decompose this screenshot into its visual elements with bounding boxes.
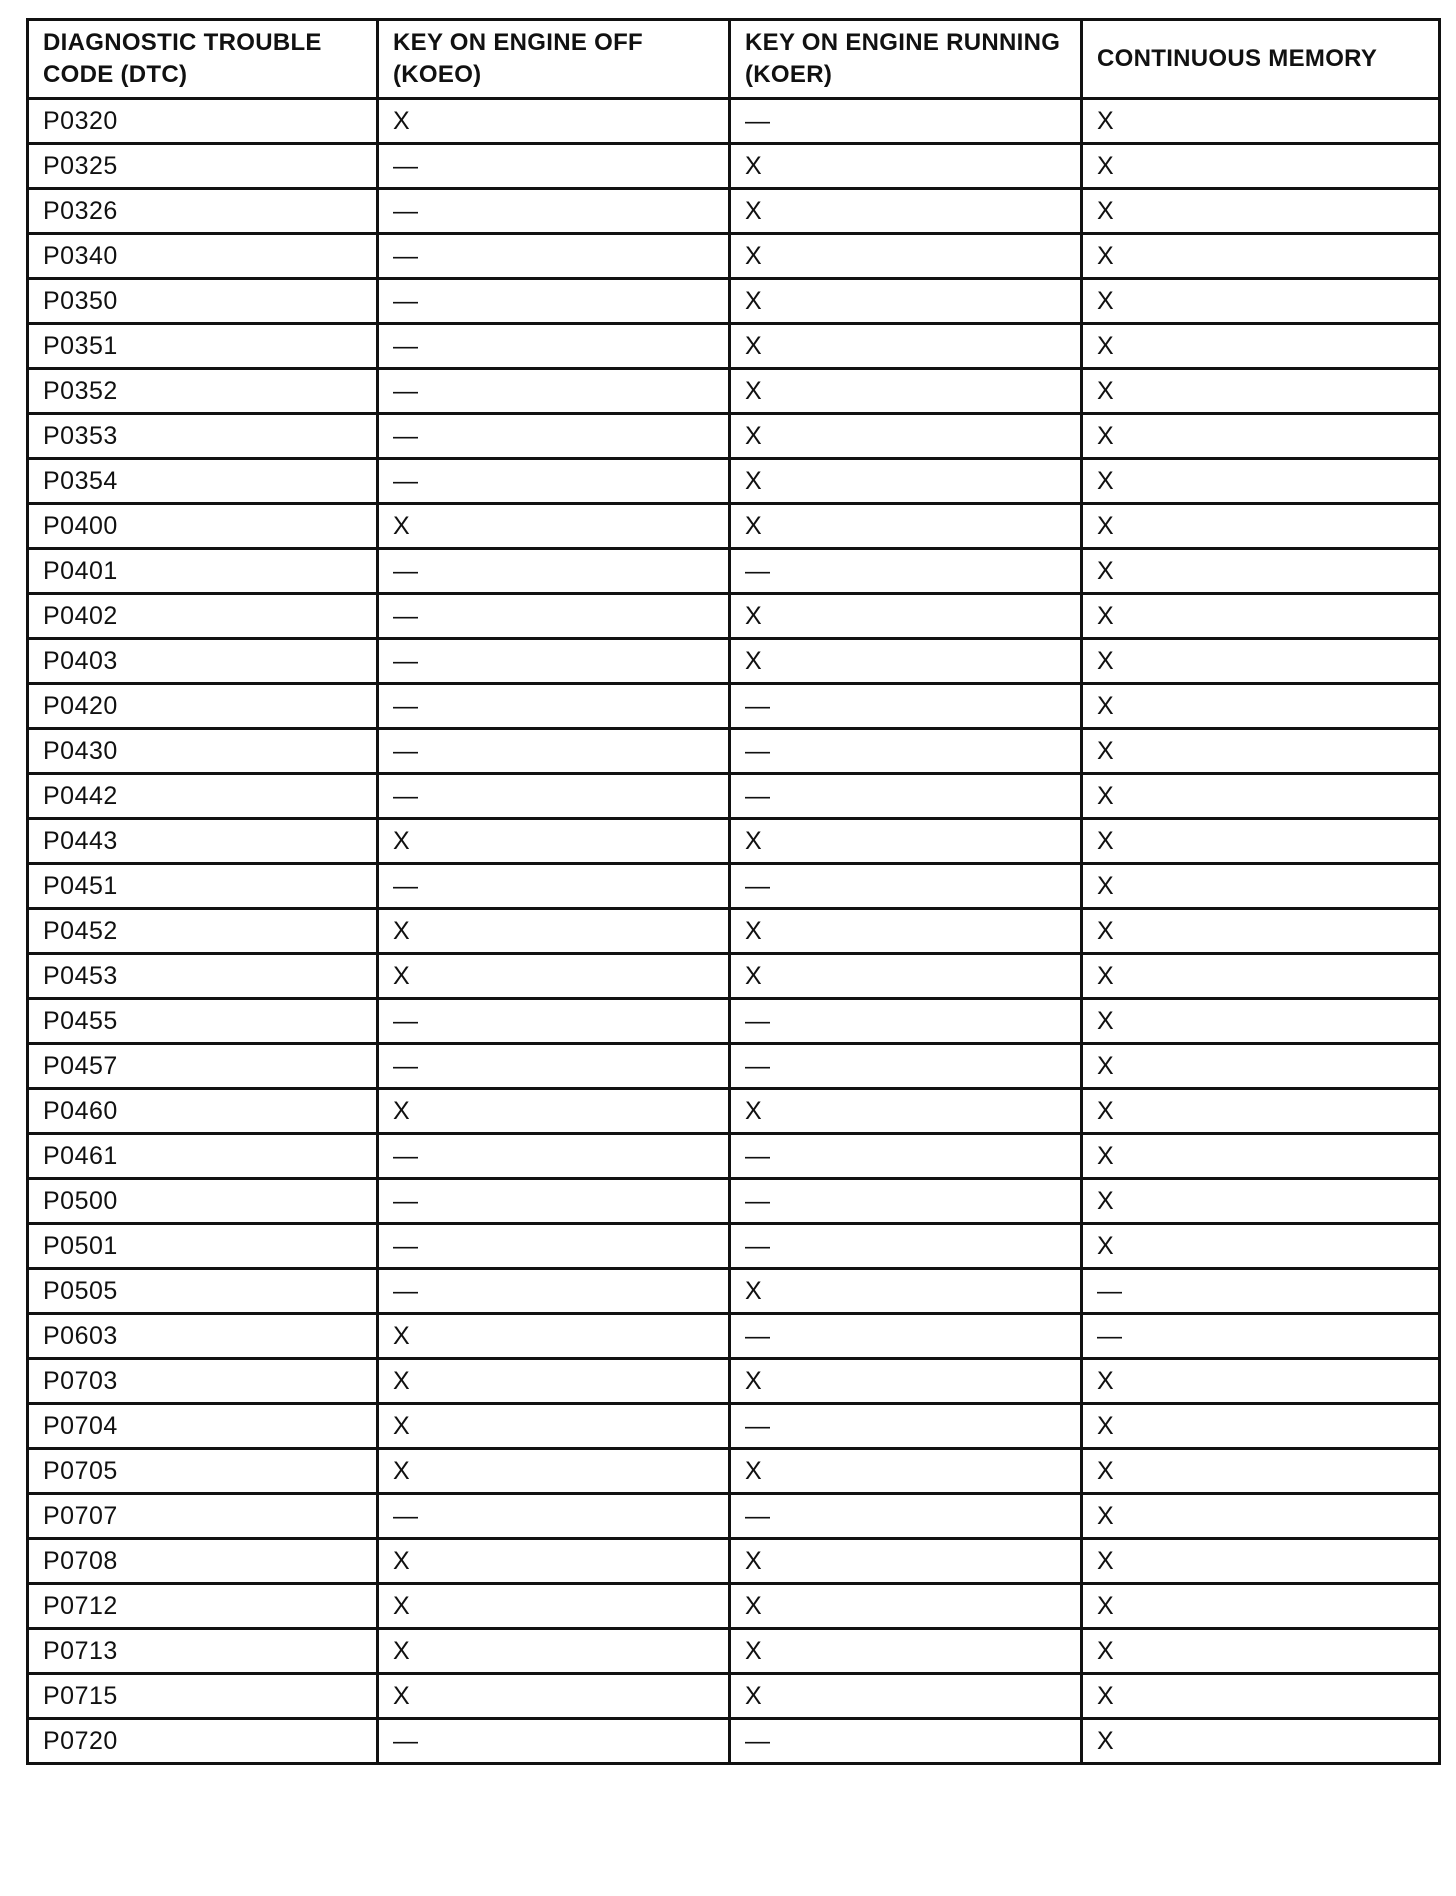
koer-cell: — xyxy=(730,1494,1082,1539)
continuous-memory-cell: X xyxy=(1082,369,1440,414)
continuous-memory-cell: X xyxy=(1082,594,1440,639)
koer-cell: X xyxy=(730,369,1082,414)
dtc-code-cell: P0457 xyxy=(28,1044,378,1089)
dtc-code-cell: P0351 xyxy=(28,324,378,369)
koeo-cell: — xyxy=(378,729,730,774)
koeo-cell: X xyxy=(378,909,730,954)
koer-cell: X xyxy=(730,594,1082,639)
table-row xyxy=(28,909,1440,954)
koer-cell: — xyxy=(730,864,1082,909)
koeo-cell: X xyxy=(378,1584,730,1629)
koer-cell: X xyxy=(730,1359,1082,1404)
continuous-memory-cell: X xyxy=(1082,1179,1440,1224)
table-row xyxy=(28,189,1440,234)
continuous-memory-cell: X xyxy=(1082,1584,1440,1629)
koeo-cell: — xyxy=(378,279,730,324)
table-row xyxy=(28,1629,1440,1674)
table-row xyxy=(28,324,1440,369)
koeo-cell: — xyxy=(378,1494,730,1539)
koer-cell: X xyxy=(730,504,1082,549)
dtc-code-cell: P0705 xyxy=(28,1449,378,1494)
table-row xyxy=(28,639,1440,684)
continuous-memory-cell: X xyxy=(1082,1719,1440,1764)
continuous-memory-cell: X xyxy=(1082,1449,1440,1494)
koer-cell: X xyxy=(730,1674,1082,1719)
koer-cell: — xyxy=(730,99,1082,144)
table-row xyxy=(28,369,1440,414)
koeo-cell: X xyxy=(378,1404,730,1449)
koeo-cell: X xyxy=(378,1314,730,1359)
header-dtc: DIAGNOSTIC TROUBLE CODE (DTC) xyxy=(28,20,378,99)
table-row xyxy=(28,774,1440,819)
continuous-memory-cell: X xyxy=(1082,1044,1440,1089)
dtc-code-cell: P0451 xyxy=(28,864,378,909)
table-row xyxy=(28,1584,1440,1629)
table-row xyxy=(28,864,1440,909)
table-row xyxy=(28,1719,1440,1764)
dtc-code-cell: P0325 xyxy=(28,144,378,189)
koer-cell: — xyxy=(730,1314,1082,1359)
dtc-code-cell: P0420 xyxy=(28,684,378,729)
koeo-cell: — xyxy=(378,1044,730,1089)
koer-cell: X xyxy=(730,819,1082,864)
koeo-cell: — xyxy=(378,369,730,414)
koeo-cell: — xyxy=(378,234,730,279)
koeo-cell: — xyxy=(378,1134,730,1179)
table-row xyxy=(28,1539,1440,1584)
koer-cell: — xyxy=(730,1719,1082,1764)
table-row xyxy=(28,414,1440,459)
koer-cell: X xyxy=(730,324,1082,369)
koeo-cell: X xyxy=(378,1539,730,1584)
dtc-code-cell: P0501 xyxy=(28,1224,378,1269)
koeo-cell: X xyxy=(378,1089,730,1134)
dtc-code-cell: P0715 xyxy=(28,1674,378,1719)
dtc-code-cell: P0720 xyxy=(28,1719,378,1764)
table-row xyxy=(28,594,1440,639)
koer-cell: X xyxy=(730,459,1082,504)
dtc-code-cell: P0500 xyxy=(28,1179,378,1224)
dtc-code-cell: P0354 xyxy=(28,459,378,504)
continuous-memory-cell: X xyxy=(1082,819,1440,864)
koer-cell: X xyxy=(730,279,1082,324)
koer-cell: X xyxy=(730,954,1082,999)
table-row xyxy=(28,549,1440,594)
dtc-table-container xyxy=(26,18,1438,1765)
table-row xyxy=(28,1359,1440,1404)
koer-cell: — xyxy=(730,549,1082,594)
koer-cell: X xyxy=(730,1539,1082,1584)
table-row xyxy=(28,1269,1440,1314)
koeo-cell: — xyxy=(378,594,730,639)
koeo-cell: X xyxy=(378,1359,730,1404)
continuous-memory-cell: X xyxy=(1082,954,1440,999)
dtc-code-cell: P0352 xyxy=(28,369,378,414)
koeo-cell: — xyxy=(378,459,730,504)
koer-cell: X xyxy=(730,909,1082,954)
koer-cell: — xyxy=(730,774,1082,819)
koer-cell: — xyxy=(730,1404,1082,1449)
continuous-memory-cell: X xyxy=(1082,504,1440,549)
koeo-cell: — xyxy=(378,864,730,909)
koer-cell: — xyxy=(730,1134,1082,1179)
continuous-memory-cell: X xyxy=(1082,639,1440,684)
table-row xyxy=(28,1224,1440,1269)
continuous-memory-cell: X xyxy=(1082,1089,1440,1134)
table-row xyxy=(28,99,1440,144)
continuous-memory-cell: X xyxy=(1082,549,1440,594)
koeo-cell: — xyxy=(378,639,730,684)
continuous-memory-cell: X xyxy=(1082,1494,1440,1539)
koeo-cell: — xyxy=(378,999,730,1044)
continuous-memory-cell: X xyxy=(1082,774,1440,819)
koeo-cell: X xyxy=(378,1629,730,1674)
continuous-memory-cell: X xyxy=(1082,99,1440,144)
continuous-memory-cell: X xyxy=(1082,729,1440,774)
koer-cell: — xyxy=(730,684,1082,729)
table-row xyxy=(28,1089,1440,1134)
continuous-memory-cell: X xyxy=(1082,279,1440,324)
continuous-memory-cell: X xyxy=(1082,909,1440,954)
table-row xyxy=(28,144,1440,189)
dtc-code-cell: P0461 xyxy=(28,1134,378,1179)
dtc-code-cell: P0402 xyxy=(28,594,378,639)
koer-cell: X xyxy=(730,1584,1082,1629)
table-row xyxy=(28,1494,1440,1539)
koeo-cell: — xyxy=(378,1719,730,1764)
table-header xyxy=(28,20,1440,99)
table-row xyxy=(28,1179,1440,1224)
dtc-code-cell: P0443 xyxy=(28,819,378,864)
koer-cell: X xyxy=(730,1269,1082,1314)
dtc-code-cell: P0713 xyxy=(28,1629,378,1674)
koer-cell: X xyxy=(730,414,1082,459)
continuous-memory-cell: X xyxy=(1082,1359,1440,1404)
table-row xyxy=(28,279,1440,324)
koeo-cell: X xyxy=(378,1674,730,1719)
dtc-code-cell: P0340 xyxy=(28,234,378,279)
koeo-cell: — xyxy=(378,774,730,819)
header-koer: KEY ON ENGINE RUNNING (KOER) xyxy=(730,20,1082,99)
continuous-memory-cell: X xyxy=(1082,144,1440,189)
dtc-code-cell: P0707 xyxy=(28,1494,378,1539)
koeo-cell: X xyxy=(378,819,730,864)
koer-cell: X xyxy=(730,1449,1082,1494)
dtc-code-cell: P0704 xyxy=(28,1404,378,1449)
header-row xyxy=(28,20,1440,99)
koer-cell: — xyxy=(730,1224,1082,1269)
dtc-code-cell: P0353 xyxy=(28,414,378,459)
header-koeo: KEY ON ENGINE OFF (KOEO) xyxy=(378,20,730,99)
table-row xyxy=(28,1314,1440,1359)
continuous-memory-cell: X xyxy=(1082,1404,1440,1449)
dtc-code-cell: P0400 xyxy=(28,504,378,549)
koeo-cell: — xyxy=(378,414,730,459)
dtc-code-cell: P0403 xyxy=(28,639,378,684)
dtc-table xyxy=(26,18,1441,1765)
koer-cell: X xyxy=(730,1629,1082,1674)
koeo-cell: X xyxy=(378,954,730,999)
table-row xyxy=(28,1404,1440,1449)
table-row xyxy=(28,954,1440,999)
koer-cell: — xyxy=(730,999,1082,1044)
dtc-code-cell: P0703 xyxy=(28,1359,378,1404)
dtc-code-cell: P0460 xyxy=(28,1089,378,1134)
continuous-memory-cell: X xyxy=(1082,234,1440,279)
table-row xyxy=(28,504,1440,549)
koeo-cell: — xyxy=(378,324,730,369)
koer-cell: X xyxy=(730,189,1082,234)
koeo-cell: — xyxy=(378,144,730,189)
table-row xyxy=(28,1134,1440,1179)
koeo-cell: X xyxy=(378,99,730,144)
koer-cell: X xyxy=(730,144,1082,189)
koeo-cell: — xyxy=(378,549,730,594)
koeo-cell: — xyxy=(378,1179,730,1224)
continuous-memory-cell: X xyxy=(1082,684,1440,729)
table-row xyxy=(28,999,1440,1044)
continuous-memory-cell: X xyxy=(1082,1629,1440,1674)
dtc-code-cell: P0350 xyxy=(28,279,378,324)
dtc-code-cell: P0430 xyxy=(28,729,378,774)
table-row xyxy=(28,234,1440,279)
continuous-memory-cell: X xyxy=(1082,324,1440,369)
dtc-code-cell: P0708 xyxy=(28,1539,378,1584)
dtc-code-cell: P0320 xyxy=(28,99,378,144)
continuous-memory-cell: X xyxy=(1082,189,1440,234)
dtc-code-cell: P0712 xyxy=(28,1584,378,1629)
continuous-memory-cell: X xyxy=(1082,1224,1440,1269)
continuous-memory-cell: — xyxy=(1082,1314,1440,1359)
dtc-code-cell: P0455 xyxy=(28,999,378,1044)
table-row xyxy=(28,1674,1440,1719)
koer-cell: X xyxy=(730,639,1082,684)
koeo-cell: — xyxy=(378,1224,730,1269)
continuous-memory-cell: X xyxy=(1082,864,1440,909)
dtc-code-cell: P0401 xyxy=(28,549,378,594)
header-continuous-memory: CONTINUOUS MEMORY xyxy=(1082,20,1440,99)
continuous-memory-cell: X xyxy=(1082,414,1440,459)
dtc-code-cell: P0505 xyxy=(28,1269,378,1314)
dtc-code-cell: P0442 xyxy=(28,774,378,819)
koeo-cell: — xyxy=(378,1269,730,1314)
dtc-code-cell: P0452 xyxy=(28,909,378,954)
koeo-cell: X xyxy=(378,504,730,549)
continuous-memory-cell: X xyxy=(1082,1674,1440,1719)
koeo-cell: X xyxy=(378,1449,730,1494)
table-row xyxy=(28,729,1440,774)
table-body xyxy=(28,99,1440,1764)
dtc-code-cell: P0326 xyxy=(28,189,378,234)
koer-cell: X xyxy=(730,1089,1082,1134)
continuous-memory-cell: X xyxy=(1082,1134,1440,1179)
table-row xyxy=(28,459,1440,504)
koer-cell: — xyxy=(730,729,1082,774)
koer-cell: X xyxy=(730,234,1082,279)
koeo-cell: — xyxy=(378,684,730,729)
koeo-cell: — xyxy=(378,189,730,234)
table-row xyxy=(28,1044,1440,1089)
table-row xyxy=(28,684,1440,729)
table-row xyxy=(28,819,1440,864)
continuous-memory-cell: X xyxy=(1082,1539,1440,1584)
continuous-memory-cell: X xyxy=(1082,459,1440,504)
dtc-code-cell: P0453 xyxy=(28,954,378,999)
dtc-code-cell: P0603 xyxy=(28,1314,378,1359)
table-row xyxy=(28,1449,1440,1494)
koer-cell: — xyxy=(730,1044,1082,1089)
koer-cell: — xyxy=(730,1179,1082,1224)
continuous-memory-cell: — xyxy=(1082,1269,1440,1314)
continuous-memory-cell: X xyxy=(1082,999,1440,1044)
